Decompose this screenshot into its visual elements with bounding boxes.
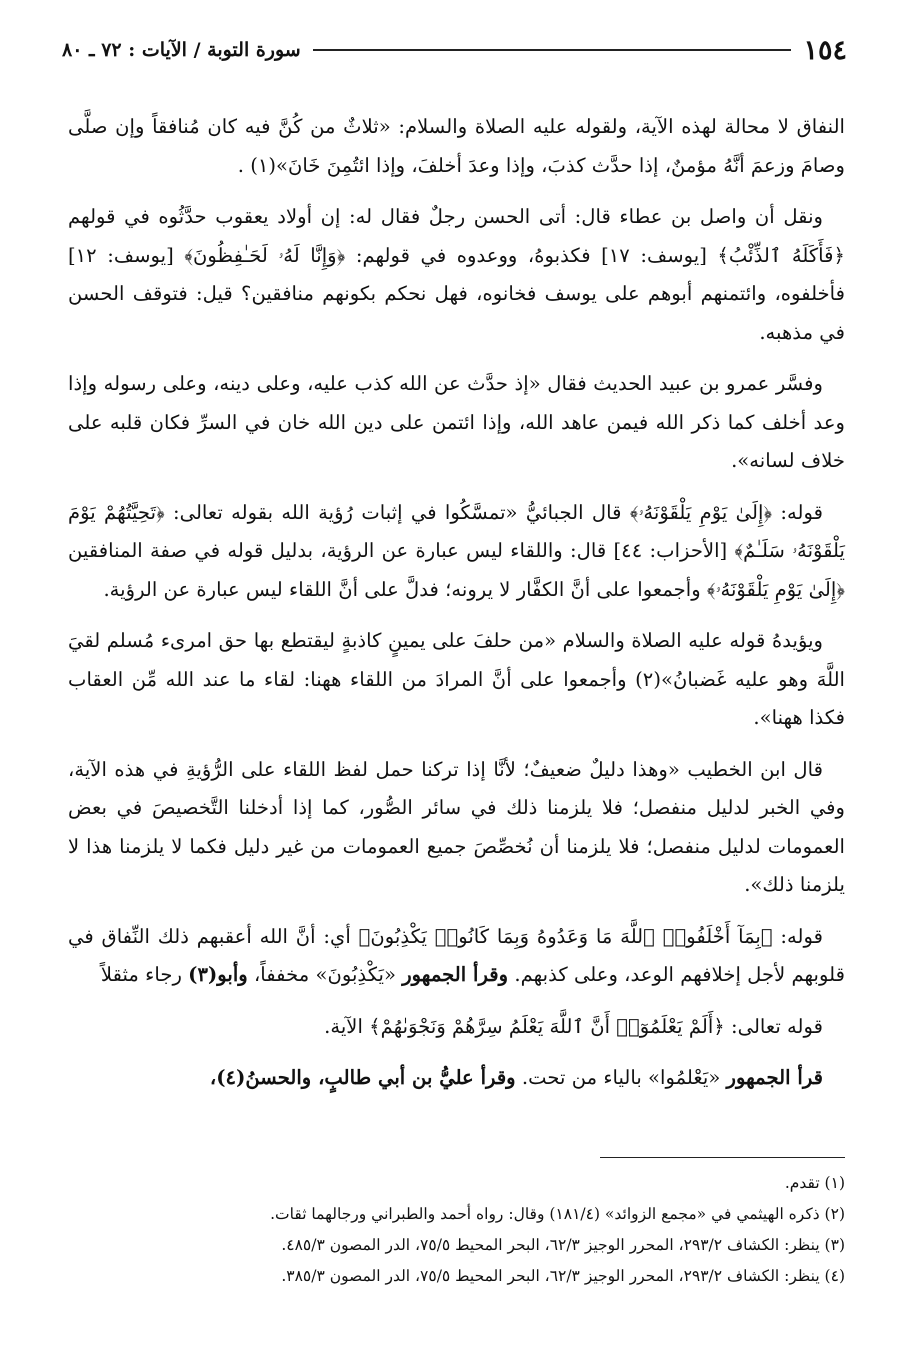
paragraph-text: «يَكْذِبُونَ» مخففاً، — [253, 963, 396, 986]
paragraph: قوله تعالى: ﴿أَلَمْ يَعْلَمُوٓا۟ أَنَّ ٱللَّهَ يَعْلَمُ سِرَّهُمْ وَنَجْوَىٰهُمْ﴾ الآية. — [324, 1014, 823, 1038]
footnotes — [68, 1168, 845, 1292]
header-rule — [313, 49, 792, 51]
running-title: سورة التوبة / الآيات : ٧٢ ـ ٨٠ — [62, 39, 301, 61]
reading-attribution: قرأ الجمهور — [726, 1066, 823, 1089]
paragraph: وفسَّر عمرو بن عبيد الحديث فقال «إذ حدَّث عن الله كذب عليه، وعلى دينه، وعلى رسوله وإذا وعد أخلف كما ذكر الله فيمن عاهد الله، وإذا ائتمن على دين الله خان في السرِّ فكان قلبه على خلاف لسانه». — [68, 372, 845, 472]
paragraph-text: «يَعْلمُوا» بالياء من تحت. — [521, 1066, 721, 1089]
paragraph — [68, 1059, 845, 1098]
paragraph: ونقل أن واصل بن عطاء قال: أتى الحسن رجلٌ فقال له: إن أولاد يعقوب حدَّثُوه في قولهم ﴿فَأَكَلَهُ ٱلذِّئْبُ﴾ [يوسف: ١٧] فكذبوهُ، ووعدوه في قولهم: ﴿وَإِنَّا لَهُۥ لَحَـٰفِظُونَ﴾ [يوسف: ١٢] فأخلفوه، وائتمنهم أبوهم على يوسف فخانوه، فهل نحكم بكونهم منافقين؟ قيل: فتوقف الحسن في مذهبه. — [68, 205, 845, 344]
paragraph-text: قوله: ﴿بِمَآ أَخْلَفُوا۟ ٱللَّهَ مَا وَعَدُوهُ وَبِمَا كَانُوا۟ يَكْذِبُونَ﴾ أي: أنَّ الله أعقبهم ذلك النِّفاق في قلوبهم لأجل إخلافهم الوعد، وعلى كذبهم. — [68, 924, 845, 986]
paragraph: النفاق لا محالة لهذه الآية، ولقوله عليه الصلاة والسلام: «ثلاثٌ من كُنَّ فيه كان مُنافقاً وإن صلَّى وصامَ وزعمَ أنَّهُ مؤمنٌ، إذا حدَّث كذبَ، وإذا وعدَ أخلفَ، وإذا ائتُمِنَ خَانَ»(١) . — [68, 115, 845, 177]
footnote: (٣) ينظر: الكشاف ٢٩٣/٢، المحرر الوجيز ٦٢/٣، البحر المحيط ٧٥/٥، الدر المصون ٤٨٥/٣. — [281, 1236, 845, 1254]
footnote: (٤) ينظر: الكشاف ٢٩٣/٢، المحرر الوجيز ٦٢/٣، البحر المحيط ٧٥/٥، الدر المصون ٣٨٥/٣. — [281, 1267, 845, 1285]
page-number: ١٥٤ — [803, 34, 847, 66]
paragraph — [68, 918, 845, 995]
footnote: (٢) ذكره الهيثمي في «مجمع الزوائد» (١٨١/٤) وقال: رواه أحمد والطبراني ورجالهما ثقات. — [270, 1205, 845, 1223]
paragraph: قوله: ﴿إِلَىٰ يَوْمِ يَلْقَوْنَهُۥ﴾ قال الجبائيُّ «تمسَّكُوا في إثبات رُؤية الله بقوله تعالى: ﴿تَحِيَّتُهُمْ يَوْمَ يَلْقَوْنَهُۥ سَلَـٰمٌ﴾ [الأحزاب: ٤٤] قال: واللقاء ليس عبارة عن الرؤية، بدليل قوله في صفة المنافقين ﴿إِلَىٰ يَوْمِ يَلْقَوْنَهُۥ﴾ وأجمعوا على أنَّ الكفَّار لا يرونه؛ فدلَّ على أنَّ اللقاء ليس عبارة عن الرؤية. — [68, 500, 845, 601]
reading-attribution: وقرأ عليُّ بن أبي طالبٍ، والحسنُ(٤)، — [209, 1066, 516, 1089]
paragraph-text: رجاء مثقلاً — [100, 963, 182, 986]
paragraph: ويؤيدهُ قوله عليه الصلاة والسلام «من حلفَ على يمينٍ كاذبةٍ ليقتطع بها حق امرىء مُسلم لقيَ اللَّهَ وهو عليه غَضبانُ»(٢) وأجمعوا على أنَّ المرادَ من اللقاء ههنا: لقاء ما عند الله مِّن العقاب فكذا ههنا». — [68, 629, 845, 729]
reading-attribution: وقرأ الجمهور — [402, 963, 509, 986]
paragraph: قال ابن الخطيب «وهذا دليلٌ ضعيفٌ؛ لأنَّا إذا تركنا حمل لفظ اللقاء على الرُّؤيةِ في هذه الآية، وفي الخبر لدليل منفصل؛ فلا يلزمنا ذلك في سائر الصُّور، كما إذا أدخلنا التَّخصيصَ في بعض العمومات لدليل منفصل؛ فلا يلزمنا أن نُخصِّصَ جميع العمومات من غير دليل فكما لا يلزمنا هذا لا يلزمنا ذلك». — [68, 757, 845, 896]
page-header — [62, 32, 847, 68]
footnote-separator — [600, 1157, 845, 1158]
reading-attribution: وأبو(٣) — [188, 963, 248, 986]
footnote: (١) تقدم. — [784, 1174, 845, 1192]
body-text — [68, 108, 845, 1111]
